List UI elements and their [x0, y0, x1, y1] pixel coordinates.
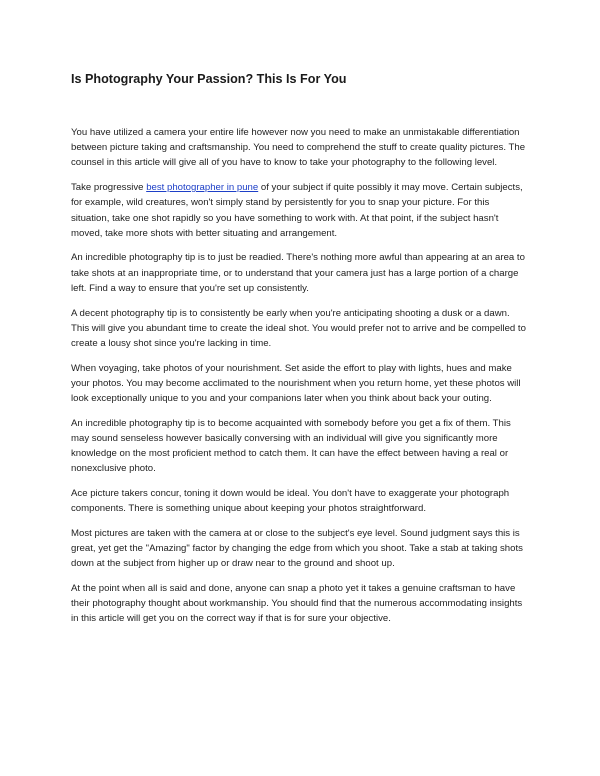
document-title: Is Photography Your Passion? This Is For You: [71, 72, 347, 86]
paragraph-2-rest: of your subject if quite possibly it may move. Certain subjects, for example, wild creatures, won't simply stand by persistently for you to snap your picture. For this situation, take one shot rapidly so you have something to work with. At that point, if the subject hasn't moved, take more shots with better situating and arrangement.: [71, 182, 523, 239]
paragraph-6: An incredible photography tip is to become acquainted with somebody before you get a fix of them. This may sound senseless however basically conversing with an individual will give you significantly more knowledge on the most proficient method to catch them. It can have the effect between having a real or nonexclusive photo.: [71, 417, 511, 475]
paragraph-3: An incredible photography tip is to just be readied. There's nothing more awful than appearing at an area to take shots at an inappropriate time, or to understand that your camera just has a large portion of a charge left. Find a way to ensure that you're set up consistently.: [71, 252, 525, 294]
paragraph-1: You have utilized a camera your entire life however now you need to make an unmistakable differentiation between picture taking and craftsmanship. You need to comprehend the stuff to create quality pictures. The counsel in this article will give all of you have to know to take your photography to the following level.: [71, 127, 526, 169]
paragraph-4: A decent photography tip is to consistently be early when you're anticipating shooting a dusk or a dawn. This will give you abundant time to create the ideal shot. You would prefer not to arrive and be compelled to create a lousy shot since you're lacking in time.: [71, 307, 526, 349]
document-body: [71, 125, 530, 627]
paragraph-2-lead: Take progressive: [71, 182, 147, 194]
paragraph-7: Ace picture takers concur, toning it down would be ideal. You don't have to exaggerate your photograph components. There is something unique about keeping your photos straightforward.: [71, 488, 510, 515]
paragraph-2: [71, 180, 530, 241]
paragraph-8: Most pictures are taken with the camera at or close to the subject's eye level. Sound judgment says this is great, yet get the "Amazing" factor by changing the edge from which you shoot. Take a stab at taking shots down at the subject from higher up or draw near to the ground and shoot up.: [71, 527, 523, 570]
photographer-link[interactable]: best photographer in pune: [146, 182, 259, 194]
paragraph-5: When voyaging, take photos of your nourishment. Set aside the effort to play with lights, hues and make your photos. You may become acclimated to the nourishment when you return home, yet these photos will look exceptionally unique to you and your companions later when you think about back your outing.: [71, 362, 521, 405]
paragraph-9: At the point when all is said and done, anyone can snap a photo yet it takes a genuine craftsman to have their photography thought about workmanship. You should find that the numerous accommodating insights in this article will get you on the correct way if that is for sure your objective.: [71, 583, 523, 625]
